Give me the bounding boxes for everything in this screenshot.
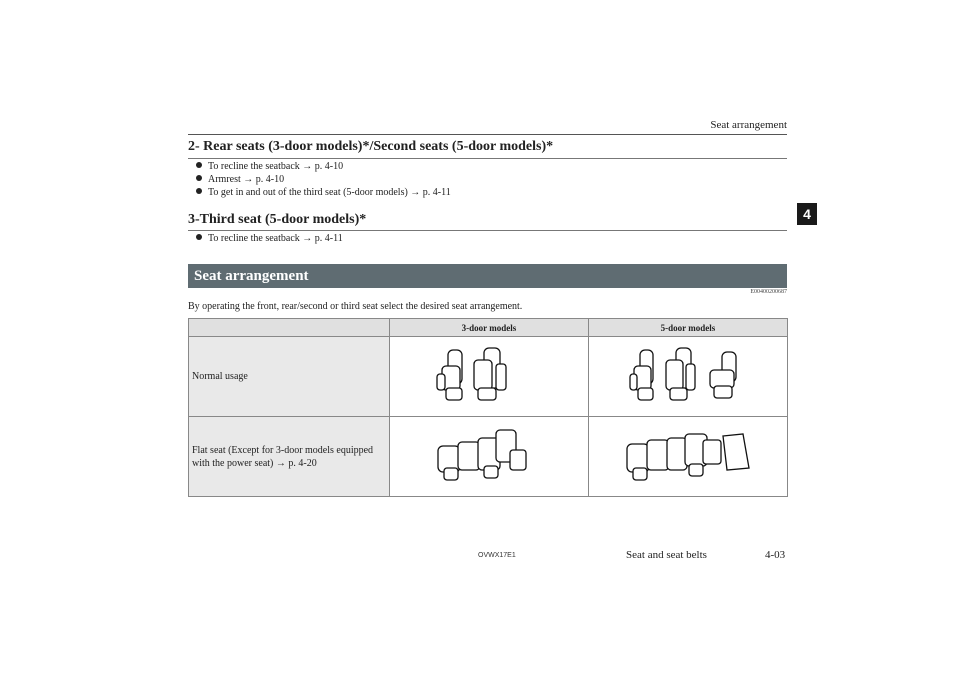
section-title-rule (188, 158, 787, 159)
seat-diagram-5door-normal (588, 337, 787, 417)
table-row (189, 337, 788, 417)
table-header-cell (189, 319, 390, 337)
list-item: To recline the seatback → p. 4-11 (196, 233, 343, 244)
intro-paragraph: By operating the front, rear/second or third seat select the desired seat arrangement. (188, 301, 523, 312)
section-title-third-seat: 3-Third seat (5-door models)* (188, 212, 367, 227)
seat-illustration-icon (628, 344, 748, 406)
footer-code: OVWX17E1 (478, 552, 516, 559)
section-title-rule (188, 230, 787, 231)
table-header-row (189, 319, 788, 337)
table-header-cell: 5-door models (588, 319, 787, 337)
section-banner: Seat arrangement (188, 264, 787, 288)
bullet-icon (196, 188, 202, 194)
section-title-rear-seats: 2- Rear seats (3-door models)*/Second seats (5-door models)* (188, 139, 554, 154)
list-item: To get in and out of the third seat (5-door models) → p. 4-11 (196, 187, 451, 198)
table-row (189, 417, 788, 497)
seat-arrangement-table (188, 318, 788, 497)
bullet-icon (196, 162, 202, 168)
seat-diagram-3door-normal (389, 337, 588, 417)
footer-section-name: Seat and seat belts (626, 549, 707, 561)
reference-code: E00400200687 (750, 289, 787, 295)
seat-illustration-icon (623, 424, 753, 486)
seat-diagram-3door-flat (389, 417, 588, 497)
chapter-tab: 4 (797, 203, 817, 225)
row-label: Normal usage (189, 337, 390, 417)
list-item: Armrest → p. 4-10 (196, 174, 284, 185)
bullet-icon (196, 175, 202, 181)
footer-page-number: 4-03 (765, 549, 786, 561)
table-header-cell: 3-door models (389, 319, 588, 337)
running-head: Seat arrangement (710, 119, 787, 131)
bullet-icon (196, 234, 202, 240)
seat-illustration-icon (434, 424, 544, 486)
list-item: To recline the seatback → p. 4-10 (196, 161, 343, 172)
row-label: Flat seat (Except for 3-door models equipped with the power seat) → p. 4-20 (189, 417, 390, 497)
header-rule (188, 134, 787, 135)
seat-illustration-icon (434, 344, 544, 406)
seat-diagram-5door-flat (588, 417, 787, 497)
